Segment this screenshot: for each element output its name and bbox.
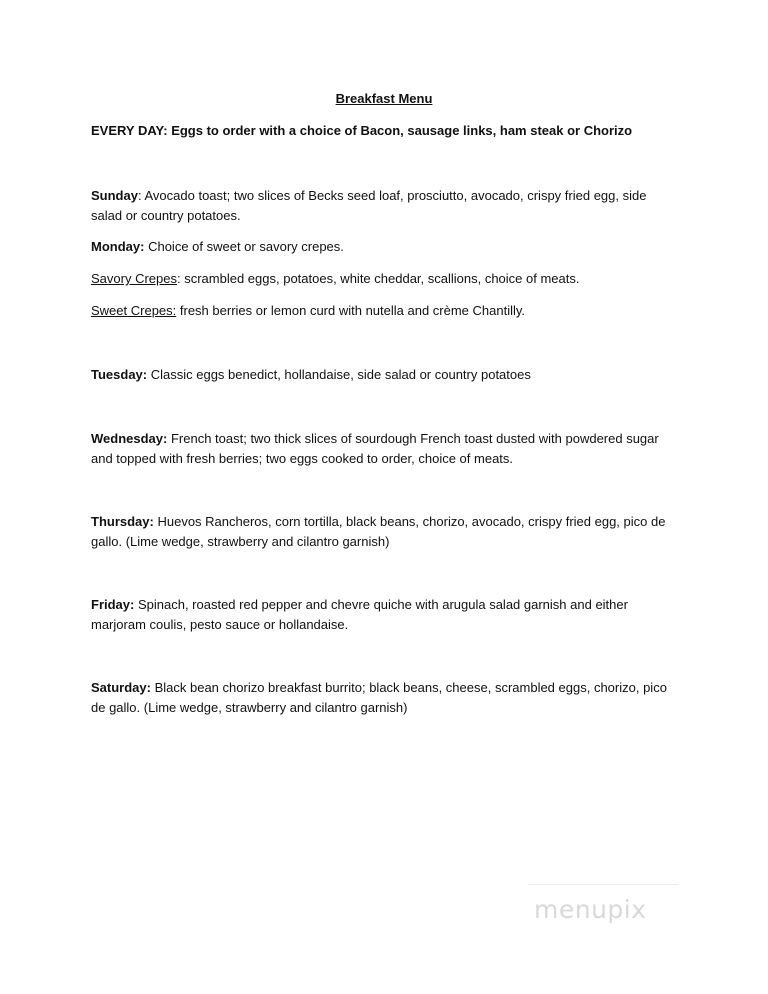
day-description: Choice of sweet or savory crepes. [148, 239, 344, 254]
thursday-item [91, 512, 681, 551]
friday-item [91, 595, 681, 634]
day-label: Friday: [91, 597, 135, 612]
subitem-description: fresh berries or lemon curd with nutella and crème Chantilly. [179, 303, 526, 318]
wednesday-item [91, 429, 681, 468]
day-label: Thursday: [91, 514, 154, 529]
watermark-logo: menupix [534, 895, 647, 924]
subitem-description: scrambled eggs, potatoes, white cheddar, scallions, choice of meats. [184, 271, 580, 286]
saturday-item [91, 678, 681, 717]
day-label: Sunday [91, 188, 138, 203]
day-label: Tuesday: [91, 367, 148, 382]
everyday-line: EVERY DAY: Eggs to order with a choice of Bacon, sausage links, ham steak or Chorizo [91, 123, 633, 138]
day-description: Spinach, roasted red pepper and chevre quiche with arugula salad garnish and either marjoram coulis, pesto sauce or hollandaise. [91, 597, 628, 632]
watermark-rule [528, 884, 678, 885]
day-label: Saturday: [91, 680, 151, 695]
day-description: Black bean chorizo breakfast burrito; black beans, cheese, scrambled eggs, chorizo, pico de gallo. (Lime wedge, strawberry and cilantro garnish) [91, 680, 667, 715]
monday-item [91, 237, 681, 257]
day-description: Classic eggs benedict, hollandaise, side salad or country potatoes [150, 367, 531, 382]
menu-title: Breakfast Menu [335, 91, 433, 106]
subitem-label: Sweet Crepes: [91, 303, 177, 318]
day-description: French toast; two thick slices of sourdough French toast dusted with powdered sugar and topped with fresh berries; two eggs cooked to order, choice of meats. [91, 431, 659, 466]
day-label: Wednesday: [91, 431, 168, 446]
tuesday-item [91, 365, 681, 385]
day-description: Avocado toast; two slices of Becks seed loaf, prosciutto, avocado, crispy fried egg, side salad or country potatoes. [91, 188, 647, 223]
sunday-item: Sunday: Avocado toast; two slices of Becks seed loaf, prosciutto, avocado, crispy fried egg, side salad or country potatoes. [91, 188, 647, 223]
day-label: Monday: [91, 239, 145, 254]
sweet-crepes-item [91, 301, 681, 321]
day-description: Huevos Rancheros, corn tortilla, black beans, chorizo, avocado, crispy fried egg, pico de gallo. (Lime wedge, strawberry and cilantro garnish) [91, 514, 666, 549]
subitem-label: Savory Crepes [91, 271, 177, 286]
savory-crepes-item: Savory Crepes: scrambled eggs, potatoes, white cheddar, scallions, choice of meats. [91, 271, 580, 286]
